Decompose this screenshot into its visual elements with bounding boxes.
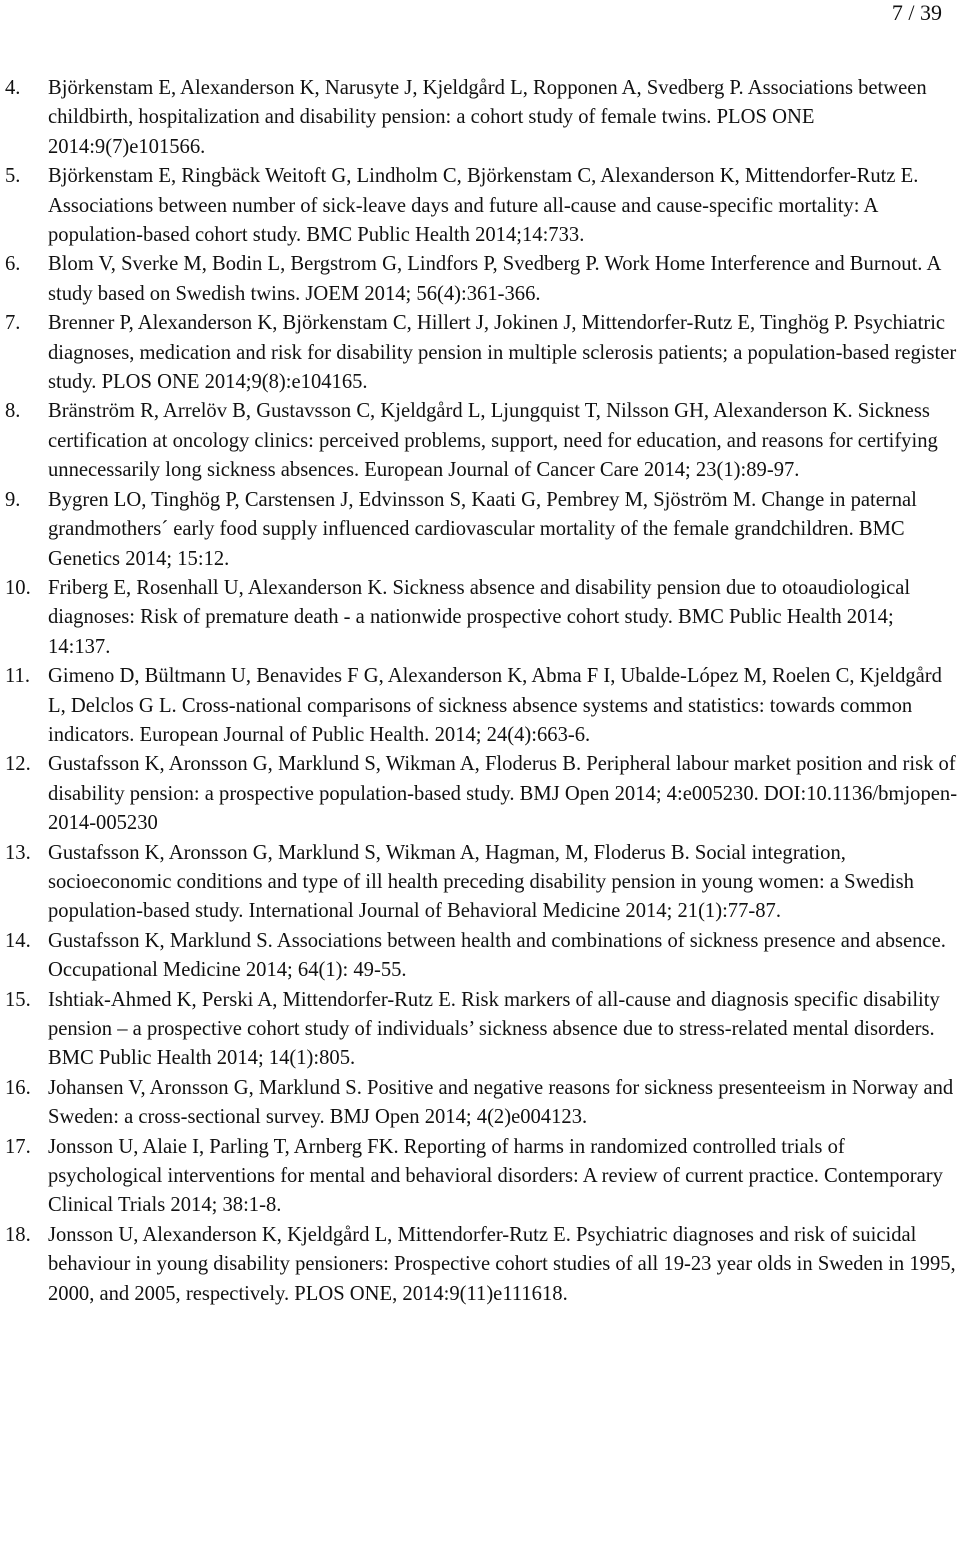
reference-number: 9. xyxy=(5,488,21,511)
reference-item xyxy=(5,927,958,986)
reference-text: Gustafsson K, Aronsson G, Marklund S, Wikman A, Hagman, M, Floderus B. Social integration, socioeconomic conditions and type of ill health preceding disability pension in young women: a Swedish population-based study. International Journal of Behavioral Medicine 2014; 21(1):77-87. xyxy=(48,841,914,923)
reference-item xyxy=(5,1133,958,1221)
reference-item xyxy=(5,1074,958,1133)
reference-text: Brenner P, Alexanderson K, Björkenstam C, Hillert J, Jokinen J, Mittendorfer-Rutz E, Tinghög P. Psychiatric diagnoses, medication and risk for disability pension in multiple sclerosis patients; a population-based register study. PLOS ONE 2014;9(8):e104165. xyxy=(48,312,957,394)
reference-text: Ishtiak-Ahmed K, Perski A, Mittendorfer-Rutz E. Risk markers of all-cause and diagnosis specific disability pension – a prospective cohort study of individuals’ sickness absence due to stress-related mental disorders. BMC Public Health 2014; 14(1):805. xyxy=(48,988,940,1070)
reference-number: 12. xyxy=(5,753,31,776)
reference-item xyxy=(5,662,958,750)
reference-item xyxy=(5,250,958,309)
reference-number: 5. xyxy=(5,165,21,188)
reference-number: 4. xyxy=(5,77,21,99)
reference-number: 6. xyxy=(5,253,21,276)
reference-text: Gimeno D, Bültmann U, Benavides F G, Alexanderson K, Abma F I, Ubalde-López M, Roelen C, Kjeldgård L, Delclos G L. Cross-national comparisons of sickness absence systems and statistics: towards common indicators. European Journal of Public Health. 2014; 24(4):663-6. xyxy=(48,665,942,746)
reference-number: 8. xyxy=(5,400,21,423)
reference-item xyxy=(5,486,958,574)
reference-text: Gustafsson K, Marklund S. Associations between health and combinations of sickness presence and absence. Occupational Medicine 2014; 64(1): 49-55. xyxy=(48,929,946,982)
reference-item xyxy=(5,986,958,1074)
reference-number: 16. xyxy=(5,1076,31,1099)
reference-text: Jonsson U, Alexanderson K, Kjeldgård L, Mittendorfer-Rutz E. Psychiatric diagnoses and risk of suicidal behaviour in young disability pensioners: Prospective cohort studies of all 19-23 year olds in Sweden in 1995, 2000, and 2005, respectively. PLOS ONE, 2014:9(11)e111618. xyxy=(48,1223,956,1305)
reference-number: 7. xyxy=(5,312,21,335)
page-number: 7 / 39 xyxy=(891,0,942,25)
reference-text: Blom V, Sverke M, Bodin L, Bergstrom G, Lindfors P, Svedberg P. Work Home Interference and Burnout. A study based on Swedish twins. JOEM 2014; 56(4):361-366. xyxy=(48,253,941,305)
reference-item xyxy=(5,750,958,838)
reference-item xyxy=(5,397,958,485)
reference-text: Bygren LO, Tinghög P, Carstensen J, Edvinsson S, Kaati G, Pembrey M, Sjöström M. Change in paternal grandmothers´ early food supply influenced cardiovascular mortality of the female grandchildren. BMC Genetics 2014; 15:12. xyxy=(48,488,917,570)
reference-list xyxy=(5,74,958,1309)
reference-text: Jonsson U, Alaie I, Parling T, Arnberg FK. Reporting of harms in randomized controlled trials of psychological interventions for mental and behavioral disorders: A review of current practice. Contemporary Clinical Trials 2014; 38:1-8. xyxy=(48,1135,943,1217)
reference-text: Gustafsson K, Aronsson G, Marklund S, Wikman A, Floderus B. Peripheral labour market position and risk of disability pension: a prospective population-based study. BMJ Open 2014; 4:e005230. DOI:10.1136/bmjopen-2014-005230 xyxy=(48,753,958,835)
reference-number: 14. xyxy=(5,929,31,952)
reference-item xyxy=(5,574,958,662)
reference-item xyxy=(5,1221,958,1309)
reference-number: 11. xyxy=(5,665,30,688)
reference-text: Johansen V, Aronsson G, Marklund S. Positive and negative reasons for sickness presenteeism in Norway and Sweden: a cross-sectional survey. BMJ Open 2014; 4(2)e004123. xyxy=(48,1076,954,1129)
reference-number: 17. xyxy=(5,1135,31,1158)
reference-item xyxy=(5,74,958,162)
reference-number: 15. xyxy=(5,988,31,1011)
reference-number: 18. xyxy=(5,1223,31,1246)
reference-text: Björkenstam E, Ringbäck Weitoft G, Lindholm C, Björkenstam C, Alexanderson K, Mittendorfer-Rutz E. Associations between number of sick-leave days and future all-cause and cause-specific mortality: A population-based cohort study. BMC Public Health 2014;14:733. xyxy=(48,165,919,247)
reference-text: Friberg E, Rosenhall U, Alexanderson K. Sickness absence and disability pension due to otoaudiological diagnoses: Risk of premature death - a nationwide prospective cohort study. BMC Public Health 2014; 14:137. xyxy=(48,576,911,658)
reference-item xyxy=(5,309,958,397)
reference-number: 13. xyxy=(5,841,31,864)
reference-item xyxy=(5,162,958,250)
reference-text: Björkenstam E, Alexanderson K, Narusyte J, Kjeldgård L, Ropponen A, Svedberg P. Associations between childbirth, hospitalization and disability pension: a cohort study of female twins. PLOS ONE 2014:9(7)e101566. xyxy=(48,77,927,158)
reference-text: Bränström R, Arrelöv B, Gustavsson C, Kjeldgård L, Ljungquist T, Nilsson GH, Alexanderson K. Sickness certification at oncology clinics: perceived problems, support, need for education, and reasons for certifying unnecessarily long sickness absences. European Journal of Cancer Care 2014; 23(1):89-97. xyxy=(48,400,938,482)
reference-number: 10. xyxy=(5,576,31,599)
reference-item xyxy=(5,839,958,927)
